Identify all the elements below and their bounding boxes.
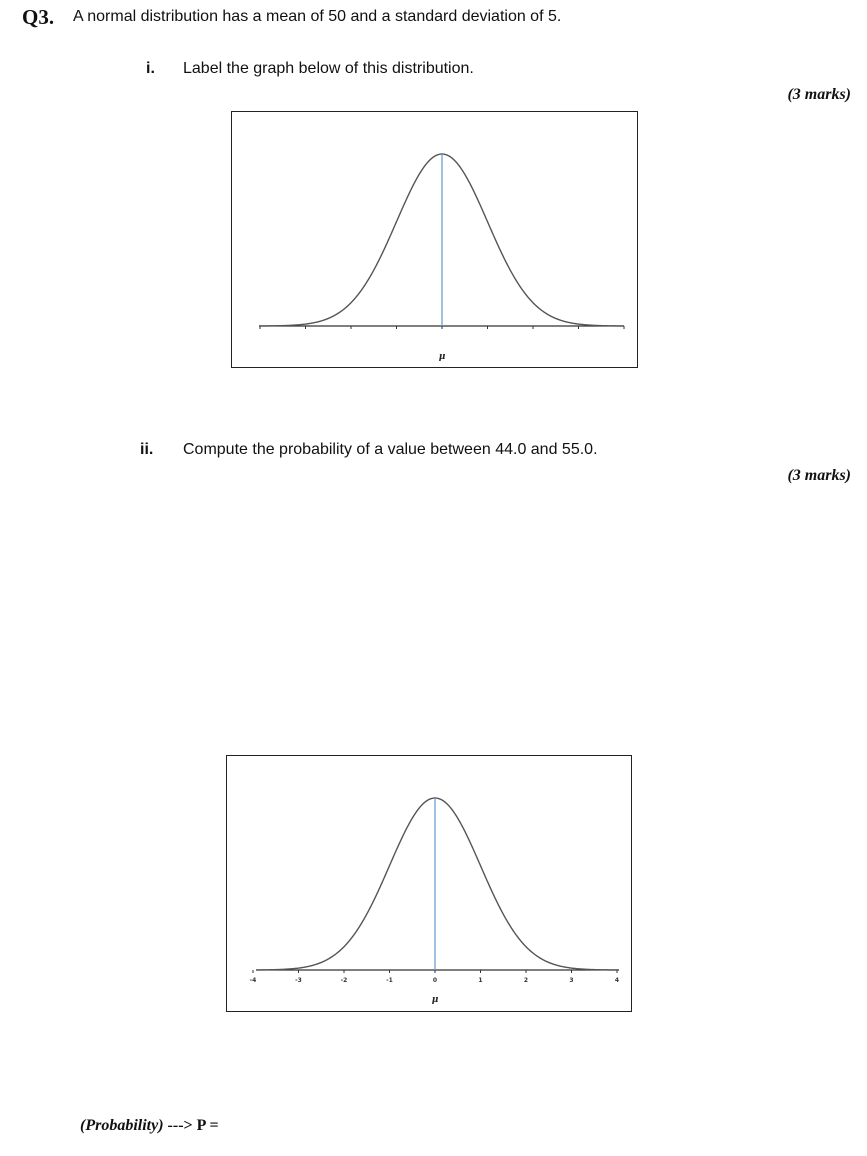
bell-curve-2 [256,798,619,970]
z-tick-label: -3 [295,977,302,984]
mu-label-1: μ [438,352,446,362]
probability-answer-label [80,1117,219,1135]
z-tick-label: 1 [478,977,483,984]
z-tick-label: 0 [432,977,438,984]
mu-label-2: μ [431,995,439,1005]
question-text: A normal distribution has a mean of 50 and a standard deviation of 5. [73,8,562,25]
z-tick-label: 3 [569,977,574,984]
normal-graph-2 [226,755,632,1012]
part-i-marks: (3 marks) [787,86,851,103]
question-number: Q3. [22,5,55,29]
z-tick-label: 4 [614,977,620,984]
normal-curve-plot-2 [227,756,630,1010]
part-i-number: i. [146,60,155,77]
probability-arrow-p: ---> P = [163,1117,219,1134]
part-i-text: Label the graph below of this distribution. [183,60,474,77]
part-ii-text: Compute the probability of a value between 44.0 and 55.0. [183,441,598,458]
z-tick-label: -1 [386,977,393,984]
z-tick-label: -4 [249,977,257,984]
z-tick-label: -2 [340,977,348,984]
normal-graph-1 [231,111,638,368]
z-tick-label: 2 [523,977,529,984]
part-ii-number: ii. [140,441,154,458]
probability-word: (Probability) [80,1117,164,1134]
part-ii-marks: (3 marks) [787,467,851,484]
normal-curve-plot-1 [232,112,636,366]
